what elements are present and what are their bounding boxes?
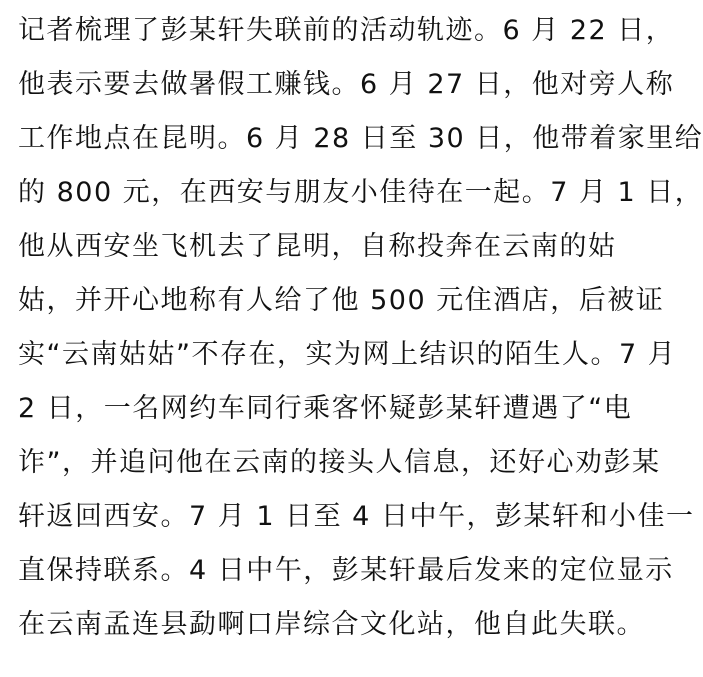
text-line: 他表示要去做暑假工赚钱。6 月 27 日，他对旁人称 bbox=[18, 69, 675, 100]
text-line: 记者梳理了彭某轩失联前的活动轨迹。6 月 22 日， bbox=[18, 15, 675, 46]
text-line: 直保持联系。4 日中午，彭某轩最后发来的定位显示 bbox=[18, 555, 674, 586]
text-line: 的 800 元，在西安与朋友小佳待在一起。7 月 1 日， bbox=[18, 177, 703, 208]
text-line: 工作地点在昆明。6 月 28 日至 30 日，他带着家里给 bbox=[18, 123, 703, 154]
text-line: 轩返回西安。7 月 1 日至 4 日中午，彭某轩和小佳一 bbox=[18, 501, 695, 532]
text-line: 在云南孟连县勐啊口岸综合文化站，他自此失联。 bbox=[18, 609, 645, 640]
text-line: 实“云南姑姑”不存在，实为网上结识的陌生人。7 月 bbox=[18, 339, 677, 370]
text-line: 诈”，并追问他在云南的接头人信息，还好心劝彭某 bbox=[18, 447, 661, 478]
text-line: 2 日，一名网约车同行乘客怀疑彭某轩遭遇了“电 bbox=[18, 393, 633, 424]
text-line: 姑，并开心地称有人给了他 500 元住酒店，后被证 bbox=[18, 285, 665, 316]
text-line: 他从西安坐飞机去了昆明，自称投奔在云南的姑 bbox=[18, 231, 617, 262]
